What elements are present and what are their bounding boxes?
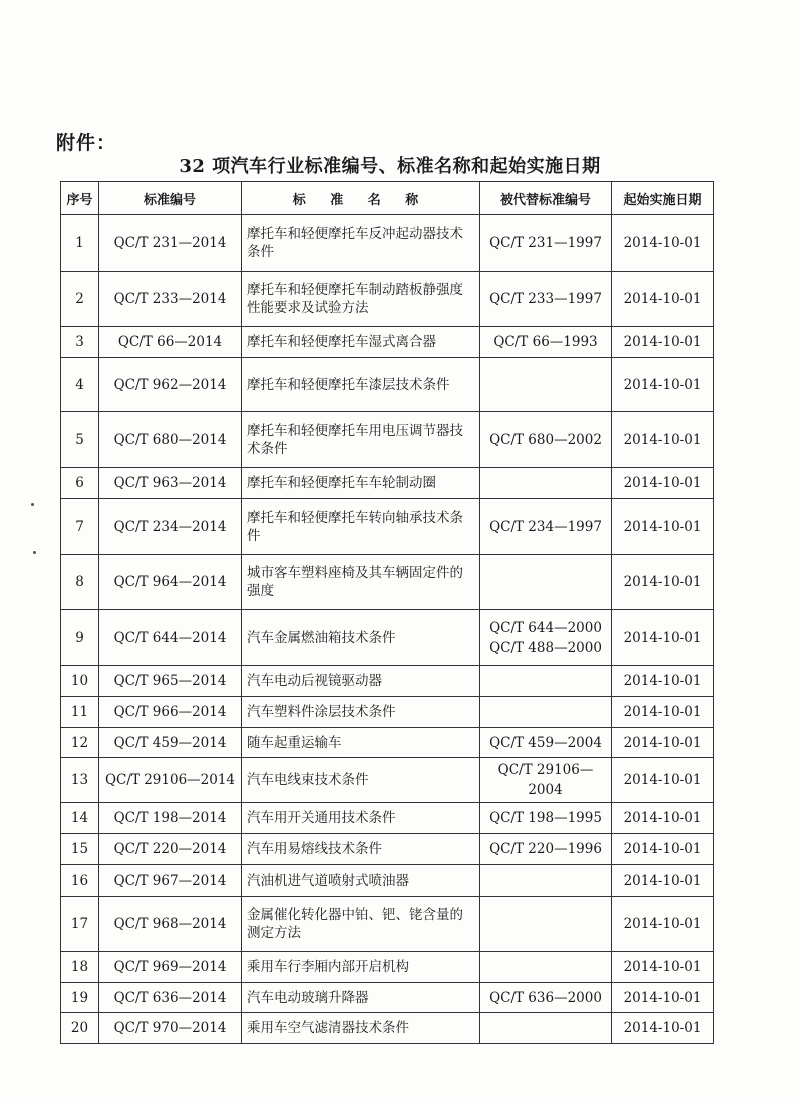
effective-date: 2014-10-01 <box>612 358 714 412</box>
scan-speck <box>31 503 34 506</box>
standard-name: 摩托车和轻便摩托车湿式离合器 <box>242 327 480 358</box>
row-index: 4 <box>61 358 99 412</box>
standard-name: 汽车用易熔线技术条件 <box>242 834 480 865</box>
table-row <box>61 327 714 358</box>
replaced-code-line: QC/T 488—2000 <box>489 639 602 656</box>
table-row <box>61 412 714 468</box>
replaced-standard-code <box>480 952 612 983</box>
standard-code: QC/T 636—2014 <box>99 983 242 1013</box>
row-index: 11 <box>61 697 99 728</box>
header-replaced: 被代替标准编号 <box>480 182 612 215</box>
table-row <box>61 865 714 897</box>
effective-date: 2014-10-01 <box>612 952 714 983</box>
effective-date: 2014-10-01 <box>612 697 714 728</box>
row-index: 1 <box>61 215 99 272</box>
replaced-code-line: QC/T 66—1993 <box>493 334 598 350</box>
replaced-standard-code <box>480 358 612 412</box>
table-row <box>61 468 714 499</box>
row-index: 7 <box>61 499 99 555</box>
standard-name: 汽车塑料件涂层技术条件 <box>242 697 480 728</box>
standard-name: 汽车电线束技术条件 <box>242 758 480 803</box>
effective-date: 2014-10-01 <box>612 758 714 803</box>
standard-name: 摩托车和轻便摩托车制动踏板静强度性能要求及试验方法 <box>242 272 480 327</box>
replaced-standard-code <box>480 468 612 499</box>
effective-date: 2014-10-01 <box>612 666 714 697</box>
effective-date: 2014-10-01 <box>612 897 714 952</box>
standard-name: 摩托车和轻便摩托车用电压调节器技术条件 <box>242 412 480 468</box>
row-index: 3 <box>61 327 99 358</box>
standard-code: QC/T 680—2014 <box>99 412 242 468</box>
replaced-standard-code <box>480 215 612 272</box>
table-row <box>61 897 714 952</box>
replaced-standard-code <box>480 897 612 952</box>
table-row <box>61 272 714 327</box>
replaced-code-line: QC/T 636—2000 <box>489 989 602 1006</box>
table-row <box>61 1013 714 1044</box>
table-row <box>61 952 714 983</box>
standard-code: QC/T 198—2014 <box>99 803 242 834</box>
replaced-standard-code <box>480 499 612 555</box>
replaced-code-line: QC/T 29106—2004 <box>497 762 594 798</box>
standard-name: 乘用车行李厢内部开启机构 <box>242 952 480 983</box>
row-index: 2 <box>61 272 99 327</box>
table-row <box>61 358 714 412</box>
standard-name: 摩托车和轻便摩托车反冲起动器技术条件 <box>242 215 480 272</box>
effective-date: 2014-10-01 <box>612 468 714 499</box>
effective-date: 2014-10-01 <box>612 610 714 666</box>
replaced-code-line: QC/T 680—2002 <box>489 431 602 448</box>
standard-name: 汽车用开关通用技术条件 <box>242 803 480 834</box>
row-index: 12 <box>61 728 99 758</box>
header-code: 标准编号 <box>99 182 242 215</box>
replaced-standard-code <box>480 983 612 1013</box>
table-row <box>61 666 714 697</box>
standard-code: QC/T 967—2014 <box>99 865 242 897</box>
standard-code: QC/T 234—2014 <box>99 499 242 555</box>
replaced-code-line: QC/T 198—1995 <box>489 810 602 826</box>
table-row <box>61 610 714 666</box>
row-index: 10 <box>61 666 99 697</box>
replaced-standard-code <box>480 1013 612 1044</box>
standard-name: 随车起重运输车 <box>242 728 480 758</box>
standard-code: QC/T 231—2014 <box>99 215 242 272</box>
standard-code: QC/T 66—2014 <box>99 327 242 358</box>
effective-date: 2014-10-01 <box>612 215 714 272</box>
standard-code: QC/T 962—2014 <box>99 358 242 412</box>
table-row <box>61 803 714 834</box>
replaced-code-line: QC/T 231—1997 <box>489 235 602 251</box>
row-index: 9 <box>61 610 99 666</box>
document-title: 32 项汽车行业标准编号、标准名称和起始实施日期 <box>179 156 601 177</box>
replaced-standard-code <box>480 758 612 803</box>
replaced-standard-code <box>480 728 612 758</box>
table-row <box>61 983 714 1013</box>
row-index: 8 <box>61 555 99 610</box>
standard-code: QC/T 968—2014 <box>99 897 242 952</box>
table-body <box>61 215 714 1044</box>
row-index: 14 <box>61 803 99 834</box>
scan-speck <box>33 551 36 554</box>
replaced-standard-code <box>480 412 612 468</box>
standard-code: QC/T 29106—2014 <box>99 758 242 803</box>
effective-date: 2014-10-01 <box>612 272 714 327</box>
replaced-code-line: QC/T 644—2000 <box>489 619 602 636</box>
standard-name: 汽油机进气道喷射式喷油器 <box>242 865 480 897</box>
replaced-code-line: QC/T 459—2004 <box>489 734 602 751</box>
row-index: 20 <box>61 1013 99 1044</box>
standard-name: 城市客车塑料座椅及其车辆固定件的强度 <box>242 555 480 610</box>
replaced-code-line: QC/T 234—1997 <box>489 518 602 535</box>
standard-code: QC/T 220—2014 <box>99 834 242 865</box>
standard-name: 汽车金属燃油箱技术条件 <box>242 610 480 666</box>
effective-date: 2014-10-01 <box>612 499 714 555</box>
standard-code: QC/T 969—2014 <box>99 952 242 983</box>
replaced-standard-code <box>480 697 612 728</box>
standard-code: QC/T 964—2014 <box>99 555 242 610</box>
row-index: 18 <box>61 952 99 983</box>
standard-code: QC/T 233—2014 <box>99 272 242 327</box>
header-index: 序号 <box>61 182 99 215</box>
standard-name: 金属催化转化器中铂、钯、铑含量的测定方法 <box>242 897 480 952</box>
row-index: 19 <box>61 983 99 1013</box>
replaced-code-line: QC/T 233—1997 <box>489 291 602 307</box>
replaced-standard-code <box>480 666 612 697</box>
replaced-standard-code <box>480 834 612 865</box>
attachment-label: 附件： <box>56 132 117 154</box>
row-index: 16 <box>61 865 99 897</box>
standard-code: QC/T 644—2014 <box>99 610 242 666</box>
row-index: 17 <box>61 897 99 952</box>
standard-code: QC/T 966—2014 <box>99 697 242 728</box>
table-row <box>61 758 714 803</box>
table-row <box>61 697 714 728</box>
table-header-row <box>61 182 714 215</box>
effective-date: 2014-10-01 <box>612 983 714 1013</box>
effective-date: 2014-10-01 <box>612 865 714 897</box>
standard-code: QC/T 459—2014 <box>99 728 242 758</box>
standard-code: QC/T 970—2014 <box>99 1013 242 1044</box>
standard-name: 摩托车和轻便摩托车转向轴承技术条件 <box>242 499 480 555</box>
row-index: 6 <box>61 468 99 499</box>
row-index: 13 <box>61 758 99 803</box>
effective-date: 2014-10-01 <box>612 728 714 758</box>
header-date: 起始实施日期 <box>612 182 714 215</box>
replaced-standard-code <box>480 327 612 358</box>
row-index: 15 <box>61 834 99 865</box>
effective-date: 2014-10-01 <box>612 412 714 468</box>
row-index: 5 <box>61 412 99 468</box>
replaced-standard-code <box>480 803 612 834</box>
replaced-standard-code <box>480 272 612 327</box>
table-row <box>61 834 714 865</box>
effective-date: 2014-10-01 <box>612 327 714 358</box>
standard-name: 摩托车和轻便摩托车漆层技术条件 <box>242 358 480 412</box>
replaced-standard-code <box>480 865 612 897</box>
replaced-code-line: QC/T 220—1996 <box>489 841 602 857</box>
standard-name: 乘用车空气滤清器技术条件 <box>242 1013 480 1044</box>
replaced-standard-code <box>480 610 612 666</box>
replaced-standard-code <box>480 555 612 610</box>
effective-date: 2014-10-01 <box>612 1013 714 1044</box>
standard-code: QC/T 965—2014 <box>99 666 242 697</box>
table-row <box>61 215 714 272</box>
standard-name: 汽车电动玻璃升降器 <box>242 983 480 1013</box>
standard-name: 摩托车和轻便摩托车车轮制动圈 <box>242 468 480 499</box>
header-name: 标 准 名 称 <box>242 182 480 215</box>
table-row <box>61 555 714 610</box>
effective-date: 2014-10-01 <box>612 803 714 834</box>
effective-date: 2014-10-01 <box>612 834 714 865</box>
standards-table <box>60 181 714 1044</box>
standard-name: 汽车电动后视镜驱动器 <box>242 666 480 697</box>
standard-code: QC/T 963—2014 <box>99 468 242 499</box>
table-row <box>61 728 714 758</box>
table-row <box>61 499 714 555</box>
effective-date: 2014-10-01 <box>612 555 714 610</box>
